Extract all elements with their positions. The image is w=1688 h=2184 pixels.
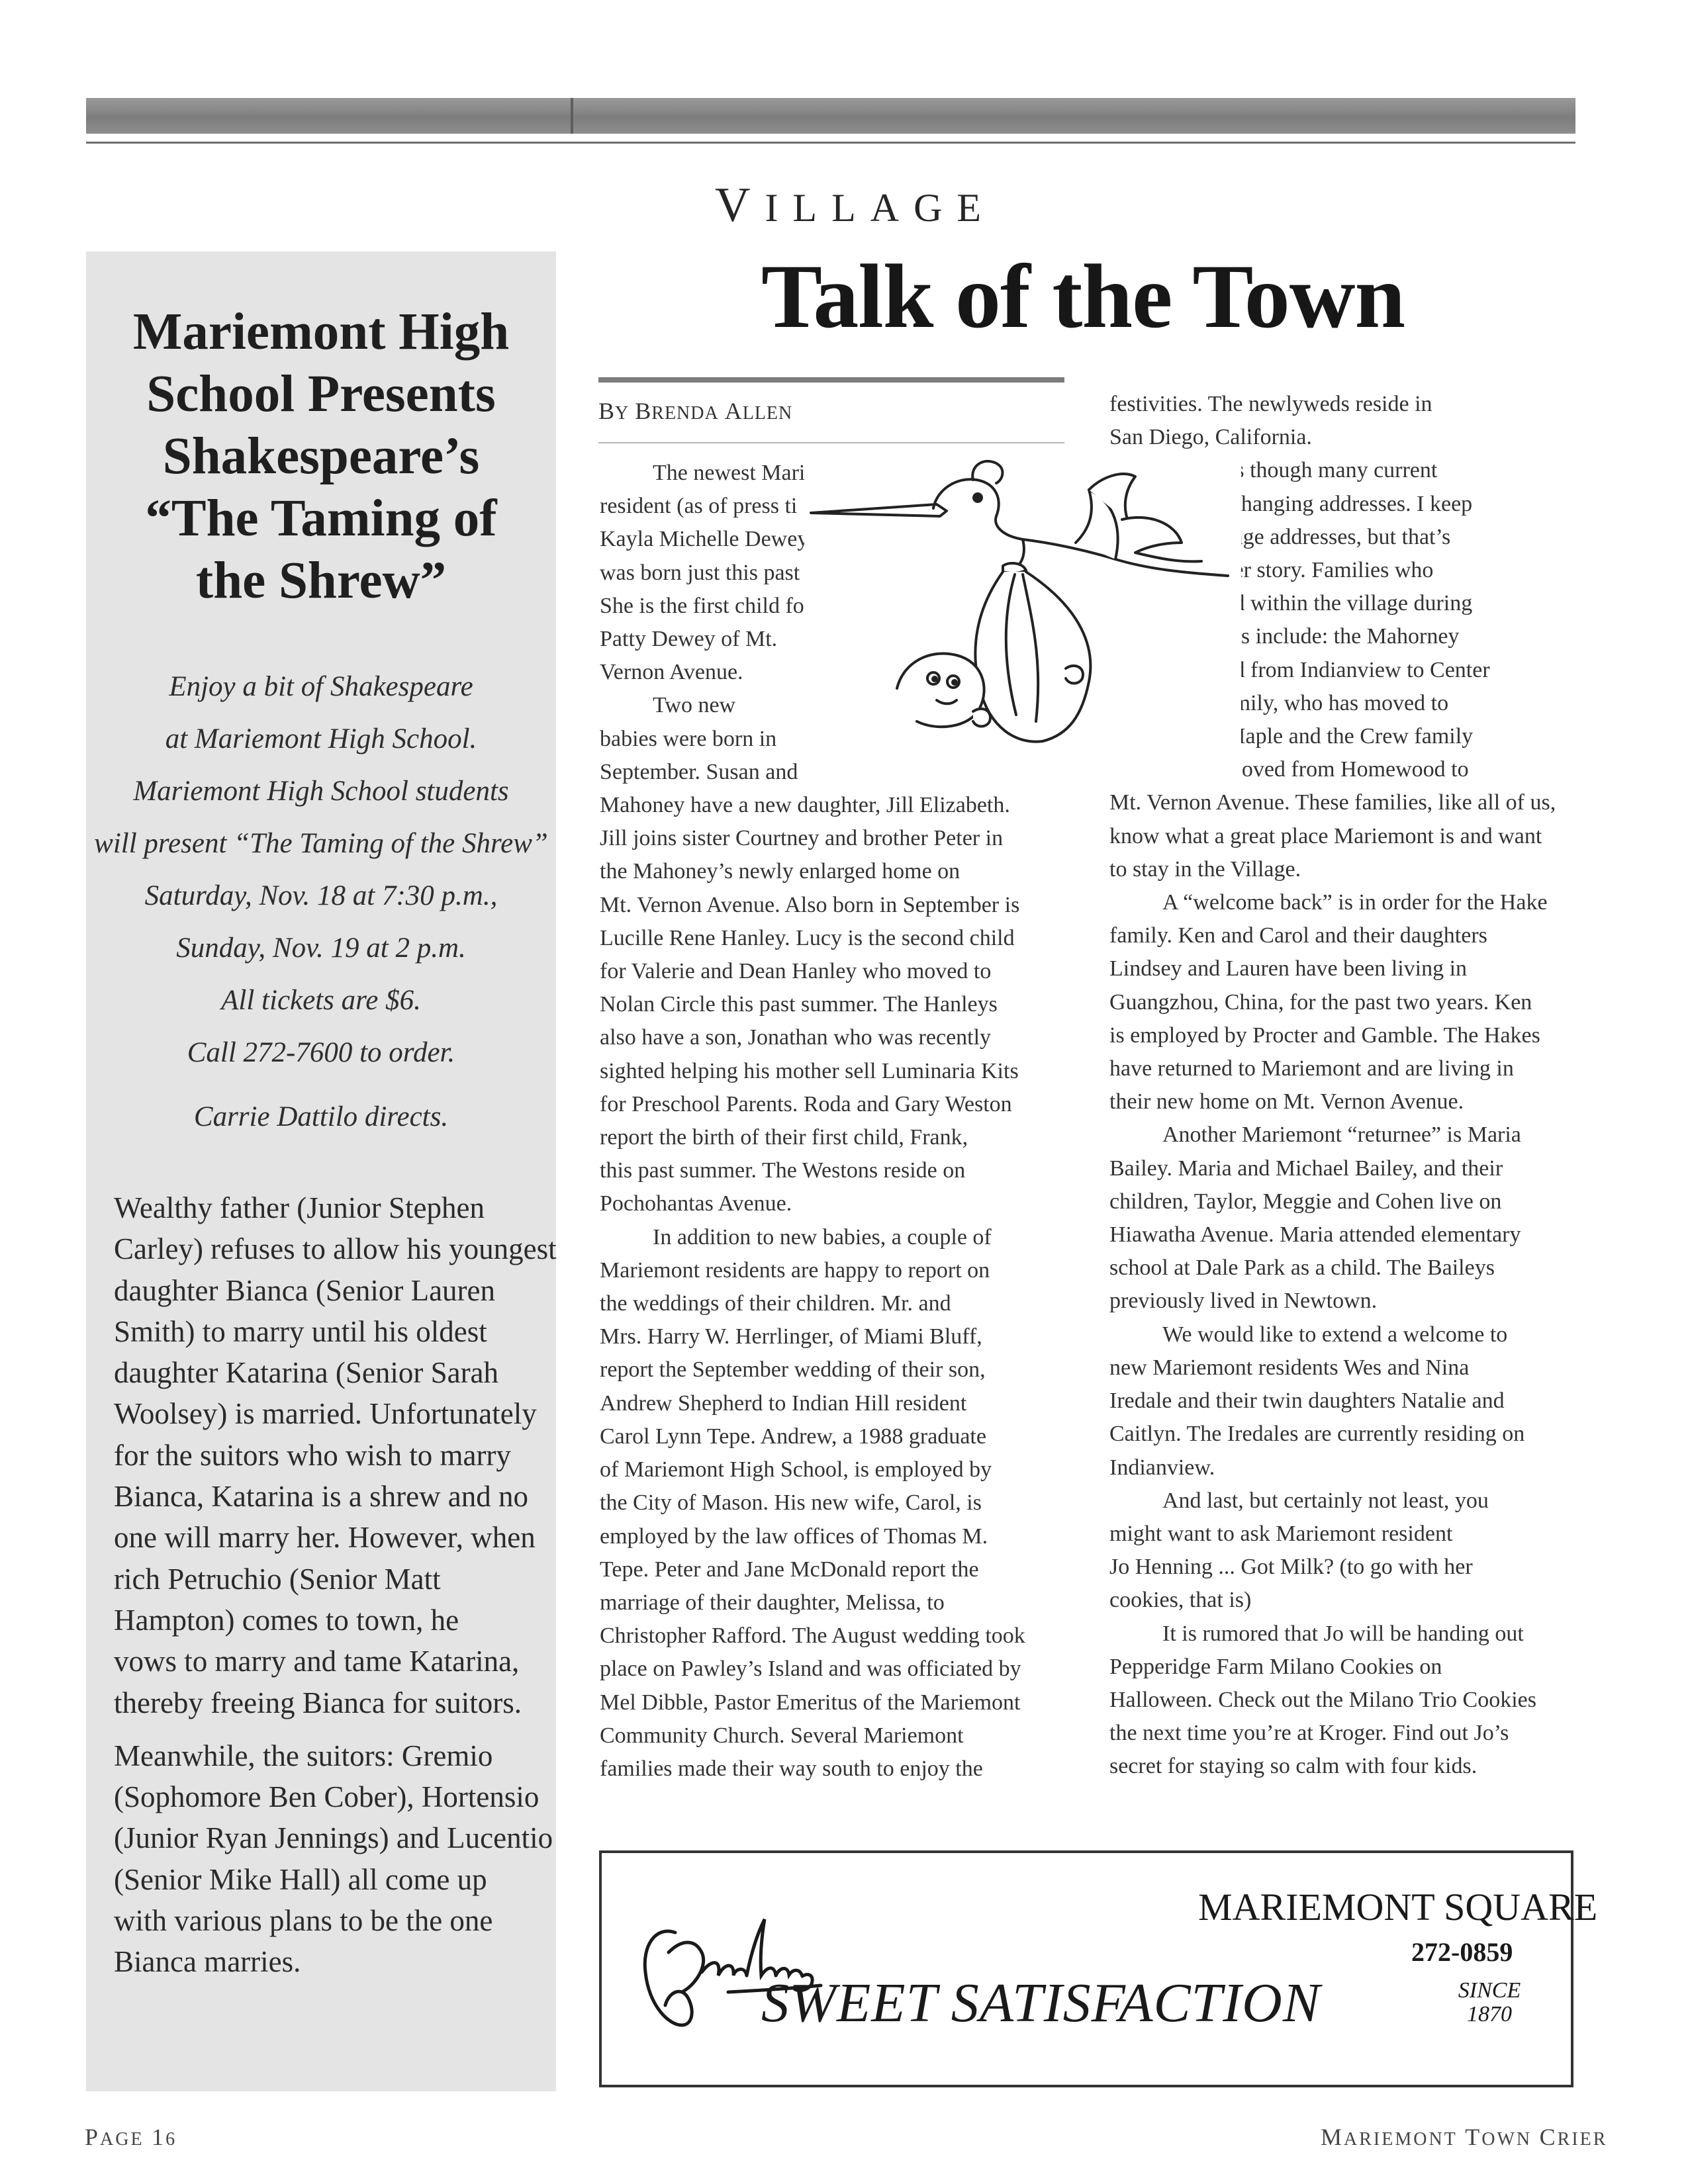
- article-line: their new home on Mt. Vernon Avenue.: [1109, 1089, 1464, 1115]
- article-line: Mariemont residents are happy to report on: [600, 1257, 990, 1283]
- article-line: rom Maple and the Crew family: [1184, 724, 1474, 749]
- article-line: Patty Dewey of Mt.: [600, 627, 778, 652]
- text-line: Bianca, Katarina is a shrew and no: [114, 1480, 529, 1514]
- article-line: Mt. Vernon Avenue. These families, like all of us,: [1109, 790, 1556, 815]
- article-line: Kayla Michelle Dewey.: [600, 527, 813, 552]
- article-line: sighted helping his mother sell Luminaria Kits: [600, 1058, 1019, 1083]
- text-line: daughter Katarina (Senior Sarah: [114, 1356, 499, 1390]
- article-line: children, Taylor, Meggie and Cohen live on: [1109, 1189, 1502, 1214]
- article-line: Mt. Vernon Avenue. Also born in September is: [600, 892, 1020, 917]
- article-line: Jill joins sister Courtney and brother Peter in: [600, 826, 1004, 851]
- article-line: Guangzhou, China, for the past two years. Ken: [1109, 989, 1532, 1015]
- article-line: She is the first child fo: [600, 593, 804, 618]
- text-line: vows to marry and tame Katarina,: [114, 1645, 520, 1678]
- article-line: babies were born in: [600, 726, 777, 751]
- page-number: PAGE 16: [85, 2124, 177, 2150]
- article-line: also have a son, Jonathan who was recently: [600, 1025, 992, 1050]
- text-line: Smith) to marry until his oldest: [114, 1314, 487, 1348]
- ad-since-year: 1870: [1467, 2002, 1512, 2026]
- article-line: the City of Mason. His new wife, Carol, is: [600, 1490, 982, 1516]
- article-line: ems as though many current: [1184, 458, 1438, 483]
- event-detail-line: will present “The Taming of the Shrew”: [94, 828, 548, 859]
- article-line: We would like to extend a welcome to: [1162, 1322, 1508, 1347]
- article-line: family. Ken and Carol and their daughters: [1109, 923, 1487, 948]
- article-line: o change addresses, but that’s: [1184, 524, 1451, 549]
- article-line: September. Susan and: [600, 759, 798, 784]
- article-line: Iredale and their twin daughters Natalie and: [1109, 1388, 1505, 1414]
- article-line: In addition to new babies, a couple of: [653, 1224, 992, 1250]
- sidebar-title: [99, 301, 543, 612]
- ad-location: MARIEMONT SQUARE: [1198, 1886, 1598, 1929]
- page-title: Talk of the Town: [761, 246, 1405, 347]
- article-line: ntly moved from Homewood to: [1184, 757, 1469, 782]
- article-line: Mrs. Harry W. Herrlinger, of Miami Bluff,: [600, 1324, 982, 1349]
- article-line: ost family, who has moved to: [1184, 690, 1449, 715]
- article-line: San Diego, California.: [1109, 425, 1312, 450]
- article-line: for Preschool Parents. Roda and Gary Weston: [600, 1091, 1012, 1116]
- article-line: moved from Indianview to Center: [1184, 657, 1490, 682]
- title-line: Shakespeare’s: [162, 428, 480, 485]
- text-line: one will marry her. However, when: [114, 1521, 536, 1555]
- article-line: And last, but certainly not least, you: [1162, 1488, 1489, 1513]
- ad-since: [1450, 1979, 1529, 2026]
- article-line: months include: the Mahorney: [1184, 624, 1460, 649]
- byline-rule: [598, 377, 1064, 383]
- sidebar-body: [114, 1187, 557, 1983]
- article-line: Tepe. Peter and Jane McDonald report the: [600, 1557, 979, 1582]
- article-line: Vernon Avenue.: [600, 660, 743, 685]
- header-band-divider: [571, 98, 573, 134]
- title-line: School Presents: [146, 365, 496, 423]
- article-line: cookies, that is): [1109, 1588, 1252, 1613]
- article-line: Pepperidge Farm Milano Cookies on: [1109, 1654, 1442, 1679]
- text-line: (Sophomore Ben Cober), Hortensio: [114, 1780, 539, 1814]
- article-line: Two new: [653, 693, 736, 718]
- text-line: rich Petruchio (Senior Matt: [114, 1562, 441, 1596]
- article-line: It is rumored that Jo will be handing out: [1162, 1621, 1524, 1646]
- article-line: Community Church. Several Mariemont: [600, 1723, 964, 1748]
- article-line: Lindsey and Lauren have been living in: [1109, 956, 1468, 981]
- article-line: report the September wedding of their son,: [600, 1357, 986, 1383]
- event-detail-line: Mariemont High School students: [133, 776, 509, 807]
- article-line: school at Dale Park as a child. The Baileys: [1109, 1255, 1495, 1281]
- article-line: employed by the law offices of Thomas M.: [600, 1524, 988, 1549]
- article-line: Andrew Shepherd to Indian Hill resident: [600, 1390, 967, 1416]
- article-line: s are changing addresses. I keep: [1184, 491, 1473, 516]
- article-line: report the birth of their first child, Frank,: [600, 1125, 968, 1150]
- text-line: Woolsey) is married. Unfortunately: [114, 1397, 537, 1431]
- article-line: Carol Lynn Tepe. Andrew, a 1988 graduate: [600, 1424, 986, 1449]
- article-line: is employed by Procter and Gamble. The Hakes: [1109, 1023, 1540, 1048]
- article-line: Mahoney have a new daughter, Jill Elizabeth.: [600, 793, 1010, 818]
- event-detail-line: Saturday, Nov. 18 at 7:30 p.m.,: [144, 880, 498, 911]
- text-line: (Senior Mike Hall) all come up: [114, 1862, 487, 1896]
- stork-carrying-baby-illustration: [804, 450, 1241, 794]
- article-line: for Valerie and Dean Hanley who moved to: [600, 959, 992, 984]
- text-line: Wealthy father (Junior Stephen: [114, 1191, 485, 1224]
- title-line: “The Taming of: [145, 490, 497, 547]
- event-detail-line: Enjoy a bit of Shakespeare: [169, 671, 473, 702]
- text-line: Carley) refuses to allow his youngest: [114, 1232, 557, 1266]
- article-line: of Mariemont High School, is employed by: [600, 1457, 992, 1482]
- byline: BY BRENDA ALLEN: [598, 398, 793, 424]
- article-line: new Mariemont residents Wes and Nina: [1109, 1355, 1470, 1380]
- article-line: Hiawatha Avenue. Maria attended elementary: [1109, 1222, 1521, 1248]
- article-line: secret for staying so calm with four kids.: [1109, 1754, 1477, 1779]
- article-line: might want to ask Mariemont resident: [1109, 1521, 1453, 1546]
- event-detail-line: Call 272-7600 to order.: [187, 1037, 455, 1068]
- section-kicker: VILLAGE: [715, 178, 996, 232]
- event-detail-line: Sunday, Nov. 19 at 2 p.m.: [176, 933, 466, 964]
- article-line: the weddings of their children. Mr. and: [600, 1291, 951, 1316]
- article-line: this past summer. The Westons reside on: [600, 1158, 966, 1183]
- article-line: A “welcome back” is in order for the Hake: [1162, 890, 1548, 915]
- article-line: to stay in the Village.: [1109, 856, 1301, 882]
- article-line: another story. Families who: [1184, 558, 1434, 583]
- event-detail-line: at Mariemont High School.: [165, 723, 477, 754]
- article-line: The newest Mari: [653, 461, 806, 485]
- byline-divider: [598, 442, 1064, 443]
- article-line: marriage of their daughter, Melissa, to: [600, 1590, 945, 1615]
- article-line: festivities. The newlyweds reside in: [1109, 392, 1432, 416]
- sidebar-event-details: [93, 660, 549, 1143]
- article-line: Bailey. Maria and Michael Bailey, and their: [1109, 1156, 1503, 1181]
- text-line: (Junior Ryan Jennings) and Lucentio: [114, 1821, 553, 1855]
- article-line: Christopher Rafford. The August wedding took: [600, 1623, 1025, 1649]
- text-line: Hampton) comes to town, he: [114, 1603, 459, 1637]
- article-line: Nolan Circle this past summer. The Hanleys: [600, 992, 998, 1017]
- article-line: was born just this past: [600, 560, 800, 585]
- ad-since-label: SINCE: [1458, 1978, 1521, 2003]
- article-line: moved within the village during: [1184, 591, 1473, 616]
- header-band: [86, 98, 1575, 134]
- text-line: Meanwhile, the suitors: Gremio: [114, 1739, 493, 1772]
- article-line: previously lived in Newtown.: [1109, 1289, 1378, 1314]
- article-line: Jo Henning ... Got Milk? (to go with her: [1109, 1555, 1473, 1580]
- article-line: families made their way south to enjoy the: [600, 1756, 983, 1781]
- article-line: Another Mariemont “returnee” is Maria: [1162, 1122, 1521, 1148]
- text-line: daughter Bianca (Senior Lauren: [114, 1273, 496, 1307]
- publication-name: MARIEMONT TOWN CRIER: [1321, 2124, 1608, 2150]
- article-line: Lucille Rene Hanley. Lucy is the second child: [600, 925, 1015, 950]
- sidebar-paragraph-1: [114, 1187, 557, 1723]
- article-line: have returned to Mariemont and are living in: [1109, 1056, 1514, 1081]
- article-line: know what a great place Mariemont is and want: [1109, 823, 1542, 848]
- text-line: with various plans to be the one: [114, 1904, 493, 1938]
- sidebar-paragraph-2: [114, 1735, 553, 1983]
- title-line: Mariemont High: [132, 303, 510, 361]
- article-line: Indianview.: [1109, 1455, 1215, 1480]
- text-line: for the suitors who wish to marry: [114, 1438, 511, 1472]
- article-line: the next time you’re at Kroger. Find out Jo’s: [1109, 1721, 1509, 1746]
- article-line: Mel Dibble, Pastor Emeritus of the Mariemont: [600, 1690, 1021, 1715]
- article-line: Halloween. Check out the Milano Trio Cookies: [1109, 1687, 1537, 1712]
- event-detail-line: Carrie Dattilo directs.: [193, 1101, 449, 1132]
- article-line: the Mahoney’s newly enlarged home on: [600, 859, 961, 884]
- article-line: place on Pawley’s Island and was officiated by: [600, 1657, 1021, 1682]
- article-line: Caitlyn. The Iredales are currently residing on: [1109, 1422, 1525, 1447]
- text-line: Bianca marries.: [114, 1945, 301, 1979]
- ad-phone: 272-0859: [1411, 1937, 1513, 1967]
- article-line: resident (as of press ti: [600, 494, 798, 519]
- ad-slogan: SWEET SATISFACTION: [761, 1972, 1321, 2034]
- event-detail-line: All tickets are $6.: [221, 985, 421, 1016]
- title-line: the Shrew”: [195, 552, 447, 610]
- text-line: thereby freeing Bianca for suitors.: [114, 1686, 522, 1719]
- header-rule: [86, 142, 1575, 144]
- article-line: Pochohantas Avenue.: [600, 1191, 792, 1216]
